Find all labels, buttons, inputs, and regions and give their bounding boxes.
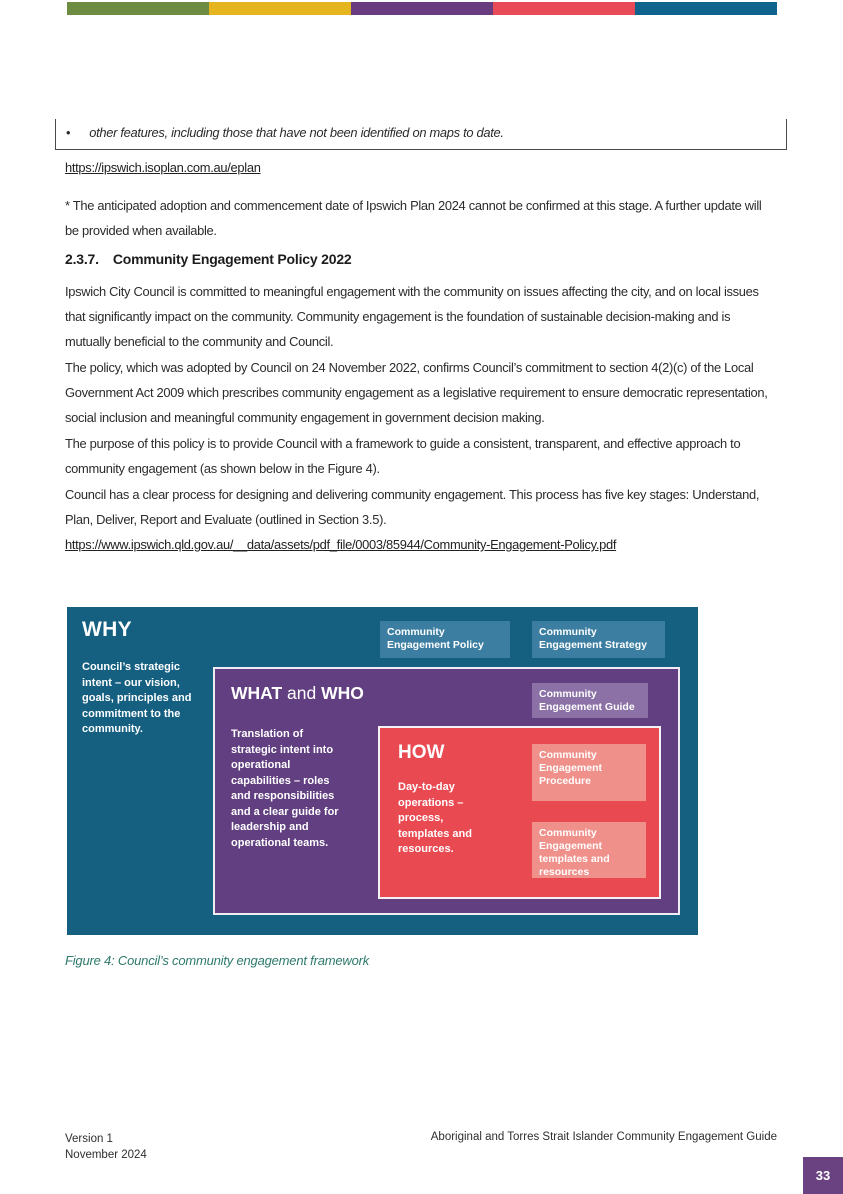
- paragraph-1: Ipswich City Council is committed to meaningful engagement with the community on issues affecting the city, and on local issues that significantly impact on the community. Community engagement is the foundation of sustainable decision-making and is mutually beneficial to the community and Council.: [65, 284, 759, 349]
- bar-segment: [209, 2, 351, 15]
- how-title: HOW: [398, 742, 445, 763]
- bullet-text-box: [55, 119, 787, 150]
- paragraph-3: The purpose of this policy is to provide Council with a framework to guide a consistent, transparent, and effective approach to community engagement (as shown below in the Figure 4).: [65, 436, 741, 476]
- bullet-item-text: other features, including those that have not been identified on maps to date.: [89, 125, 504, 140]
- eplan-link[interactable]: https://ipswich.isoplan.com.au/eplan: [65, 160, 261, 175]
- section-heading: [65, 250, 777, 268]
- policy-pdf-link[interactable]: https://www.ipswich.qld.gov.au/__data/assets/pdf_file/0003/85944/Community-Engagement-Policy.pdf: [65, 537, 617, 552]
- footer-doc-title: Aboriginal and Torres Strait Islander Community Engagement Guide: [430, 1131, 777, 1143]
- footer-date: November 2024: [65, 1149, 147, 1161]
- framework-figure: [67, 607, 698, 935]
- top-color-bar: [67, 2, 777, 15]
- bar-segment: [635, 2, 777, 15]
- section-number: 2.3.7.: [65, 251, 99, 267]
- bullet-icon: •: [66, 125, 71, 140]
- footer-version-block: [65, 1131, 147, 1163]
- community-engagement-policy-box: Community Engagement Policy: [380, 621, 510, 658]
- adoption-note-paragraph: * The anticipated adoption and commencement date of Ipswich Plan 2024 cannot be confirmed at this stage. A further update will be provided when available.: [65, 198, 762, 238]
- paragraph-2: The policy, which was adopted by Council on 24 November 2022, confirms Council’s commitment to section 4(2)(c) of the Local Government Act 2009 which prescribes community engagement as a legislative requirement to ensure democratic representation, social inclusion and meaningful community engagement in government decision making.: [65, 360, 768, 425]
- how-description: Day-to-day operations – process, templates and resources.: [398, 781, 472, 855]
- main-text-column: [65, 119, 777, 557]
- who-word: WHO: [321, 683, 364, 703]
- what-and-who-box: [213, 667, 680, 915]
- bar-segment: [67, 2, 209, 15]
- bar-segment: [493, 2, 635, 15]
- footer-version: Version 1: [65, 1133, 113, 1145]
- paragraph-4: Council has a clear process for designing and delivering community engagement. This process has five key stages: Understand, Plan, Deliver, Report and Evaluate (outlined in Section 3.5).: [65, 487, 760, 527]
- what-description: Translation of strategic intent into operational capabilities – roles and responsibilities and a clear guide for leadership and operational teams.: [231, 728, 339, 849]
- why-title: WHY: [82, 618, 132, 641]
- what-and-who-title: [231, 683, 364, 704]
- community-engagement-guide-box: Community Engagement Guide: [532, 683, 648, 718]
- page-number-badge: 33: [803, 1157, 843, 1194]
- community-engagement-procedure-box: Community Engagement Procedure: [532, 744, 646, 801]
- figure-caption: Figure 4: Council’s community engagement framework: [65, 953, 370, 968]
- why-description: Council’s strategic intent – our vision, goals, principles and commitment to the community.: [82, 661, 192, 735]
- and-word: and: [282, 683, 322, 703]
- how-box: [378, 726, 661, 899]
- section-title: Community Engagement Policy 2022: [112, 251, 352, 267]
- what-word: WHAT: [231, 683, 283, 703]
- community-engagement-strategy-box: Community Engagement Strategy: [532, 621, 665, 658]
- bar-segment: [351, 2, 493, 15]
- community-engagement-templates-box: Community Engagement templates and resources: [532, 822, 646, 878]
